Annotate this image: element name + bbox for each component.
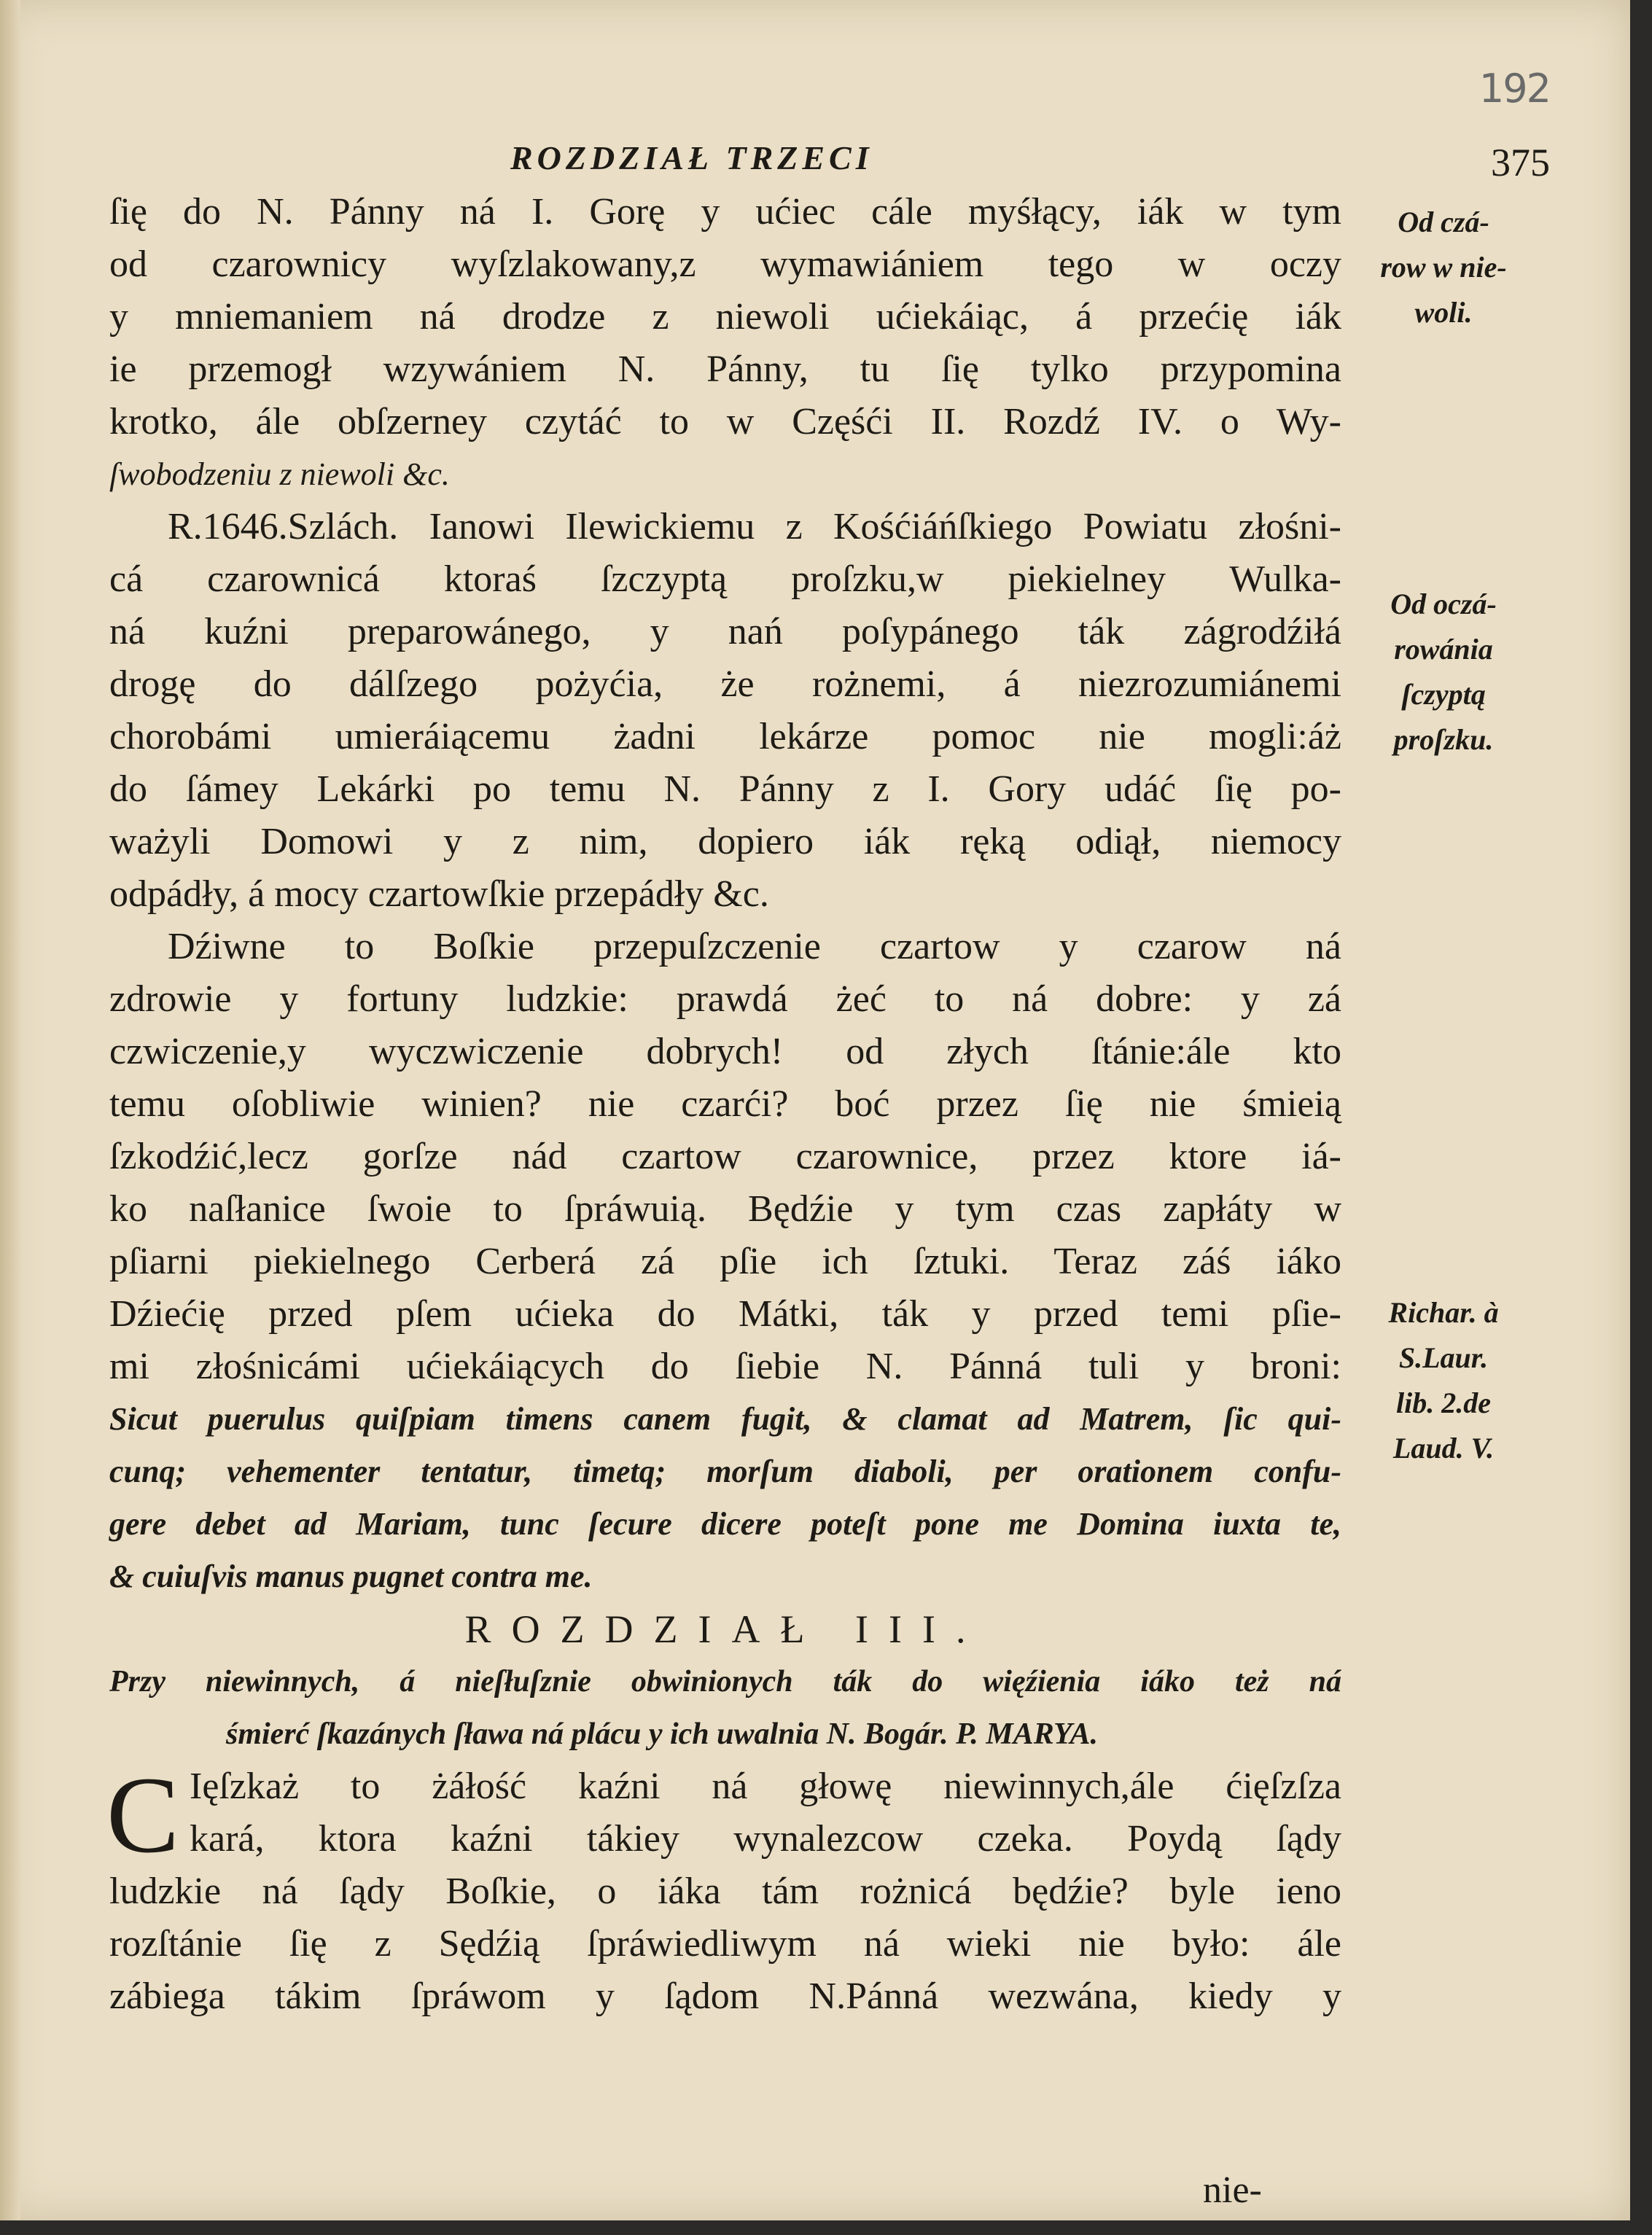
marginal-line: ſczyptą bbox=[1401, 678, 1486, 711]
marginal-line: Od oczá- bbox=[1390, 588, 1497, 620]
text-line: drogę do dálſzego pożyćia, że rożnemi, á niezrozumiánemi bbox=[109, 663, 1341, 705]
latin-quote-line: cunq; vehementer tentatur, timetq; morſum diaboli, per orationem confu- bbox=[109, 1454, 1341, 1489]
text-line: ludzkie ná ſądy Boſkie, o iáka tám rożnicá będźie? byle ieno bbox=[109, 1871, 1341, 1912]
chapter-summary: śmierć ſkazánych ſława ná plácu y ich uwalnia N. Bogár. P. MARYA. bbox=[226, 1717, 1098, 1751]
marginal-note bbox=[1356, 1290, 1531, 1471]
marginal-line: woli. bbox=[1414, 296, 1473, 329]
text-line: ſzkodźić,lecz gorſze nád czartow czarownice, przez ktore iá- bbox=[109, 1136, 1341, 1177]
marginal-line: Od czá- bbox=[1398, 206, 1489, 238]
main-text bbox=[106, 186, 1341, 2023]
page-number: 375 bbox=[1491, 141, 1550, 184]
text-line: ſwobodzeniu z niewoli &c. bbox=[109, 456, 450, 492]
text-line: ie przemogł wzywániem N. Pánny, tu ſię tylko przypomina bbox=[109, 348, 1341, 390]
latin-quote-line: gere debet ad Mariam, tunc ſecure dicere poteſt pone me Domina iuxta te, bbox=[109, 1506, 1341, 1542]
running-head: ROZDZIAŁ TRZECI bbox=[510, 139, 873, 176]
text-line: y mniemaniem ná drodze z niewoli ućiekáiąc, á przećię iák bbox=[109, 296, 1341, 338]
marginal-line: lib. 2.de bbox=[1396, 1386, 1491, 1419]
catchword: nie- bbox=[1203, 2169, 1262, 2211]
marginal-line: Laud. V. bbox=[1392, 1432, 1495, 1464]
text-line: Dźiećię przed pſem ućieka do Mátki, ták y przed temi pſie- bbox=[109, 1293, 1341, 1335]
text-line: zdrowie y fortuny ludzkie: prawdá żeć to ná dobre: y zá bbox=[109, 978, 1341, 1020]
text-line: odpádły, á mocy czartowſkie przepádły &c. bbox=[109, 873, 769, 915]
text-line: ſię do N. Pánny ná I. Gorę y ućiec cále myśłący, iák w tym bbox=[109, 191, 1341, 233]
folio-number: 192 bbox=[1478, 66, 1550, 112]
marginal-line: rowánia bbox=[1394, 633, 1493, 666]
marginal-line: row w nie- bbox=[1380, 251, 1507, 284]
text-line: Dźiwne to Boſkie przepuſzczenie czartow y czarow ná bbox=[168, 926, 1341, 967]
text-line: mi złośnicámi ućiekáiących do ſiebie N. Pánná tuli y broni: bbox=[109, 1346, 1341, 1387]
page-gutter bbox=[0, 0, 20, 2220]
text-line: czwiczenie,y wyczwiczenie dobrych! od złych ſtánie:ále kto bbox=[109, 1031, 1341, 1072]
marginal-line: S.Laur. bbox=[1398, 1341, 1489, 1374]
drop-cap: C bbox=[106, 1755, 180, 1876]
text-line-content: Ięſzkaż to żáłość kaźni ná głowę niewinnych,ále ćięſzſza bbox=[190, 1766, 1341, 1807]
marginal-line: proſzku. bbox=[1393, 723, 1494, 756]
marginal-note bbox=[1356, 200, 1531, 335]
marginal-note bbox=[1356, 582, 1531, 762]
marginal-line: Richar. à bbox=[1388, 1296, 1499, 1329]
text-line: pſiarni piekielnego Cerberá zá pſie ich ſztuki. Teraz záś iáko bbox=[109, 1241, 1341, 1282]
text-line: R.1646.Szlách. Ianowi Ilewickiemu z Kośćiáńſkiego Powiatu złośni- bbox=[168, 506, 1341, 547]
text-line: ná kuźni preparowánego, y nań poſypánego ták zágrodźiłá bbox=[109, 611, 1341, 652]
latin-quote-line: & cuiuſvis manus pugnet contra me. bbox=[109, 1559, 593, 1594]
text-line: ważyli Domowi y z nim, dopiero iák ręką odiął, niemocy bbox=[109, 821, 1341, 862]
chapter-heading: ROZDZIAŁ III. bbox=[464, 1607, 986, 1651]
chapter-summary: Przy niewinnych, á nieſłuſznie obwinionych ták do więźienia iáko też ná bbox=[109, 1665, 1341, 1698]
text-line: krotko, ále obſzerney czytáć to w Częśći II. Rozdź IV. o Wy- bbox=[109, 401, 1341, 442]
latin-quote-line: Sicut puerulus quiſpiam timens canem fugit, & clamat ad Matrem, ſic qui- bbox=[109, 1401, 1341, 1437]
text-line: temu oſobliwie winien? nie czarći? boć przez ſię nie śmieią bbox=[109, 1083, 1341, 1125]
text-line: do ſámey Lekárki po temu N. Pánny z I. Gory udáć ſię po- bbox=[109, 768, 1341, 810]
text-line: chorobámi umieráiącemu żadni lekárze pomoc nie mogli:áż bbox=[109, 716, 1341, 757]
text-line: zábiega tákim ſpráwom y ſądom N.Pánná wezwána, kiedy y bbox=[109, 1975, 1341, 2017]
text-line: kará, ktora kaźni tákiey wynalezcow czeka. Poydą ſądy bbox=[190, 1818, 1341, 1860]
text-line: ko naſłanice ſwoie to ſpráwuią. Będźie y tym czas zapłáty w bbox=[109, 1188, 1341, 1230]
text-line: rozſtánie ſię z Sędźią ſpráwiedliwym ná wieki nie było: ále bbox=[109, 1923, 1341, 1965]
text-line: od czarownicy wyſzlakowany,z wymawiániem tego w oczy bbox=[109, 243, 1341, 285]
text-line: cá czarownicá ktoraś ſzczyptą proſzku,w piekielney Wulka- bbox=[109, 558, 1341, 600]
